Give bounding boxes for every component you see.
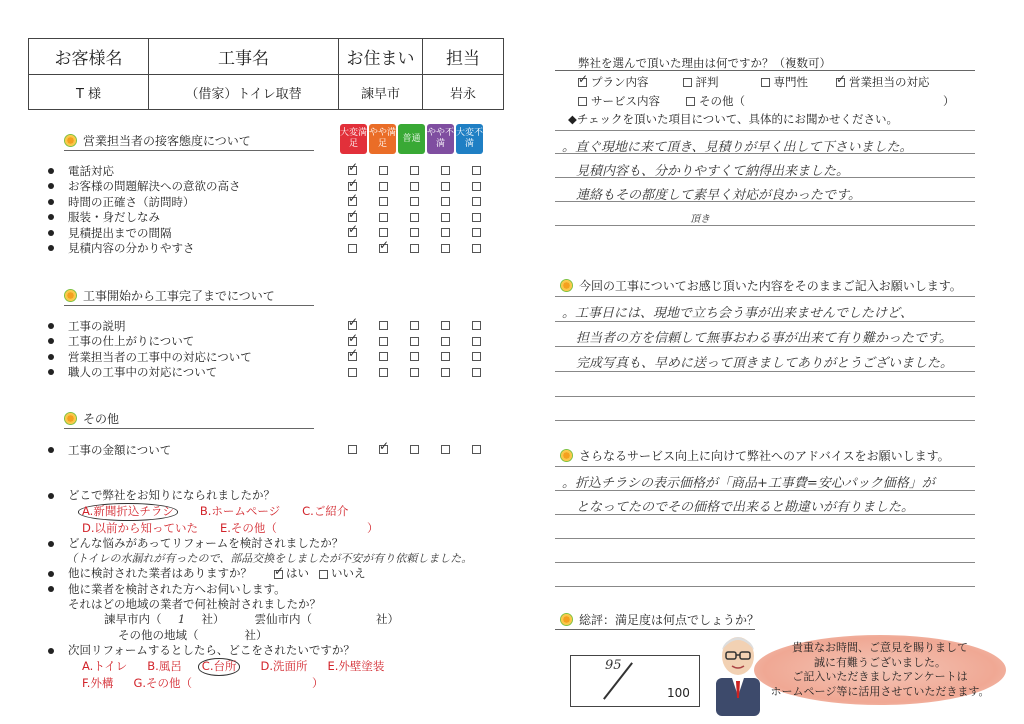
rating-checkbox[interactable] [472,337,481,346]
rating-label: 工事の仕上がりについて [68,334,195,349]
q-other-2: 他に業者を検討された方へお伺いします。 [68,581,286,596]
rating-label: 営業担当者の工事中の対応について [68,349,252,364]
rating-checkbox[interactable] [348,182,357,191]
thanks-line: ホームページ等に活用させていただきます。 [770,684,990,698]
score-box [570,655,700,707]
option-next-other: G.その他（ [133,675,193,690]
rating-row [48,241,241,257]
area-other: その他の地域（ [118,627,199,642]
option-kitchen: C.台所 [198,658,241,675]
handwritten-line: 。折込チラシの表示価格が「商品+工事費=安心パック価格」が [562,476,935,491]
rating-label: 工事の金額について [68,442,172,457]
rating-checkbox[interactable] [441,445,450,454]
rating-checkbox[interactable] [410,213,419,222]
answer-note: 頂き [690,214,710,225]
q-reason: どんな悩みがあってリフォームを検討されましたか？ [68,535,344,550]
thanks-line: 誠に有難うございました。 [814,655,946,669]
q-choose-reason: 弊社を選んで頂いた理由は何ですか？（複数可） [578,56,831,70]
flower-icon [560,613,573,626]
section-other-title: その他 [64,410,119,427]
section-work-rows [48,318,252,380]
rating-label: 服装・身だしなみ [68,210,160,225]
rating-checkbox[interactable] [348,445,357,454]
rating-checkbox[interactable] [348,337,357,346]
rating-row [48,225,241,241]
flower-icon [64,134,77,147]
rating-row [48,163,241,179]
rating-badge: 普通 [398,124,425,154]
rating-checkbox[interactable] [441,182,450,191]
rating-row [48,349,252,365]
score-title: 総評：満足度は何点でしょうか？ [560,611,759,628]
option-toilet: A.トイレ [82,659,128,674]
rating-checkbox[interactable] [472,166,481,175]
rating-checkbox[interactable] [379,166,388,175]
section-sales-title: 営業担当者の接客態度について [64,132,251,149]
flower-icon [64,289,77,302]
score-max: 100 [667,686,690,700]
rating-checkbox[interactable] [379,321,388,330]
divider [64,150,314,151]
divider [555,70,975,71]
rating-badge: やや満足 [369,124,396,154]
rating-checkbox[interactable] [410,228,419,237]
bullet-icon [48,369,54,375]
handwritten-line: 完成写真も、早めに送って頂きましてありがとうございました。 [576,356,954,371]
address: 諫早市 [339,75,423,110]
rating-checkbox[interactable] [379,244,388,253]
count-isahaya: 1 [177,612,186,627]
area-unzen: 雲仙市内（ [254,612,312,627]
rating-checkbox[interactable] [441,337,450,346]
rating-checkbox[interactable] [379,197,388,206]
rating-row [48,442,171,458]
rating-legend [340,124,483,154]
rating-checkbox[interactable] [379,445,388,454]
thanks-line: 貴重なお時間、ご意見を賜りまして [792,641,968,654]
bullet-icon [48,245,54,251]
handwritten-line: 。直ぐ現地に来て頂き、見積りが早く出して下さいました。 [562,140,913,155]
rating-checkbox[interactable] [348,197,357,206]
bullet-icon [48,447,54,453]
thanks-line: ご記入いただきましたアンケートは [792,670,968,683]
flower-icon [560,449,573,462]
rating-checkbox[interactable] [472,213,481,222]
rating-checkbox[interactable] [410,166,419,175]
bullet-icon [48,183,54,189]
rating-checkbox[interactable] [441,197,450,206]
rating-checkbox[interactable] [379,228,388,237]
header-table [28,38,504,110]
rating-checkbox[interactable] [410,244,419,253]
header-customer-label: お客様名 [29,39,149,75]
divider [64,305,314,306]
q-know: どこで弊社をお知りになられましたか？ [68,488,275,502]
bullet-icon [48,230,54,236]
yes-checkbox [274,570,283,579]
rating-label: 見積内容の分かりやすさ [68,241,195,256]
answer-reason: （トイレの水漏れが有ったので、部品交換をしましたが不安が有り依頼しました。 [66,552,473,566]
rating-checkbox[interactable] [472,197,481,206]
rating-checkbox[interactable] [441,321,450,330]
check-note: ◆チェックを頂いた項目について、具体的にお聞かせください。 [568,112,899,126]
q-other-3: それはどの地域の業者で何社検討されましたか？ [68,597,321,612]
rating-checkbox[interactable] [410,368,419,377]
reason-options-row2: サービス内容 その他（ ） [578,93,955,109]
rating-checkbox[interactable] [410,182,419,191]
rating-checkbox[interactable] [410,197,419,206]
header-work-label: 工事名 [149,39,339,75]
rating-checkbox[interactable] [472,321,481,330]
rating-checkbox[interactable] [410,337,419,346]
option-homepage: B.ホームページ [199,504,281,519]
rating-checkbox[interactable] [410,321,419,330]
rating-checkbox[interactable] [441,368,450,377]
rating-row [48,210,241,226]
rating-row [48,194,241,210]
rating-checkbox[interactable] [379,337,388,346]
header-address-label: お住まい [339,39,423,75]
no-checkbox [319,570,328,579]
rating-checkbox[interactable] [441,228,450,237]
rating-checkbox[interactable] [472,445,481,454]
score-value: 95 [605,658,622,673]
rating-label: 工事の説明 [68,318,126,333]
flower-icon [64,412,77,425]
rating-checkbox[interactable] [472,352,481,361]
option-outdoor: F.外構 [82,675,114,690]
bullet-icon [48,199,54,205]
impression-title: 今回の工事についてお感じ頂いた内容をそのままご記入お願いします。 [560,277,962,294]
customer-name: T 様 [29,75,149,110]
rating-checkbox[interactable] [379,352,388,361]
flower-icon [560,279,573,292]
work-name: （借家）トイレ取替 [149,75,339,110]
rating-row [48,334,252,350]
rating-checkbox[interactable] [379,213,388,222]
area-isahaya: 諫早市内（ [104,612,162,627]
bullet-icon [48,168,54,174]
option-newspaper: A.新聞折込チラシ [78,503,178,520]
section-sales-rows [48,163,241,256]
rating-row [48,318,252,334]
rating-checkbox[interactable] [348,352,357,361]
divider [64,428,314,429]
bullet-icon [48,354,54,360]
rating-checkbox[interactable] [348,368,357,377]
rating-checkbox[interactable] [472,228,481,237]
handwritten-line: 連絡もその都度して素早く対応が良かったです。 [576,188,861,203]
rating-checkbox[interactable] [348,213,357,222]
staff-name: 岩永 [423,75,504,110]
rating-row [48,365,252,381]
option-washroom: D.洗面所 [260,659,308,674]
rating-badge: やや不満 [427,124,454,154]
advice-title: さらなるサービス向上に向けて弊社へのアドバイスをお願いします。 [560,447,950,464]
rating-label: 電話対応 [68,163,114,178]
q-other: 他に検討された業者はありますか？ [68,566,252,581]
rating-badge: 大変不満 [456,124,483,154]
bullet-icon [48,323,54,329]
rating-checkbox[interactable] [441,244,450,253]
q-next: 次回リフォームするとしたら、どこをされたいですか？ [68,642,355,657]
rating-label: 職人の工事中の対応について [68,365,218,380]
reason-options-row1: ✓ プラン内容 評判 専門性 ✓ 営業担当の対応 [578,74,930,90]
rating-checkbox[interactable] [348,321,357,330]
section-work-title: 工事開始から工事完了までについて [64,287,275,304]
rating-row [48,179,241,195]
thanks-bubble [754,635,1006,705]
rating-checkbox[interactable] [472,368,481,377]
rating-checkbox[interactable] [472,182,481,191]
option-exterior: E.外壁塗装 [327,659,385,674]
option-other: E.その他（ [220,520,277,535]
handwritten-line: 担当者の方を信頼して無事おわる事が出来て有り難かったです。 [576,331,952,346]
survey-questions: どこで弊社をお知りになられましたか？ A.新聞折込チラシ B.ホームページ C.ご紹介 D.以前から知っていた E.その他（ ） どんな悩みがあってリフォームを検討されましたか？ （トイレの水漏れが有ったので、部品交換をしましたが不安が有り依頼しました。 他に検討された業者はありますか？ ✓ はい いいえ 他に業者を検討された方へお伺いします。 それはどの地域の業者で何社検討されましたか？ 諫早市内（ 1 社） 雲仙市内（ 社） その他の地域（ 社） 次回リフォームするとしたら、どこをされたいですか？ A.トイレ B.風呂 C.台所 D.洗面所 E.外壁塗装 F.外構 G.その他（ ） [48,488,472,691]
rating-label: 見積提出までの間隔 [68,225,172,240]
rating-checkbox[interactable] [441,166,450,175]
header-staff-label: 担当 [423,39,504,75]
rating-checkbox[interactable] [348,228,357,237]
rating-checkbox[interactable] [441,352,450,361]
handwritten-line: 。工事日には、現地で立ち会う事が出来ませんでしたけど、 [562,306,914,321]
rating-checkbox[interactable] [379,182,388,191]
rating-checkbox[interactable] [348,244,357,253]
rating-checkbox[interactable] [472,244,481,253]
handwritten-line: 見積内容も、分かりやすくて納得出来ました。 [576,164,850,179]
bullet-icon [48,214,54,220]
rating-checkbox[interactable] [410,445,419,454]
rating-checkbox[interactable] [348,166,357,175]
option-referral: C.ご紹介 [302,504,349,519]
rating-checkbox[interactable] [441,213,450,222]
section-other-rows [48,442,171,458]
rating-checkbox[interactable] [410,352,419,361]
rating-badge: 大変満足 [340,124,367,154]
rating-label: 時間の正確さ（訪問時） [68,194,195,209]
option-bath: B.風呂 [147,659,182,674]
rating-label: お客様の問題解決への意欲の高さ [68,179,241,194]
rating-checkbox[interactable] [379,368,388,377]
handwritten-line: となってたのでその価格で出来ると勘違いが有りました。 [576,500,915,515]
option-known: D.以前から知っていた [82,520,199,535]
bullet-icon [48,338,54,344]
